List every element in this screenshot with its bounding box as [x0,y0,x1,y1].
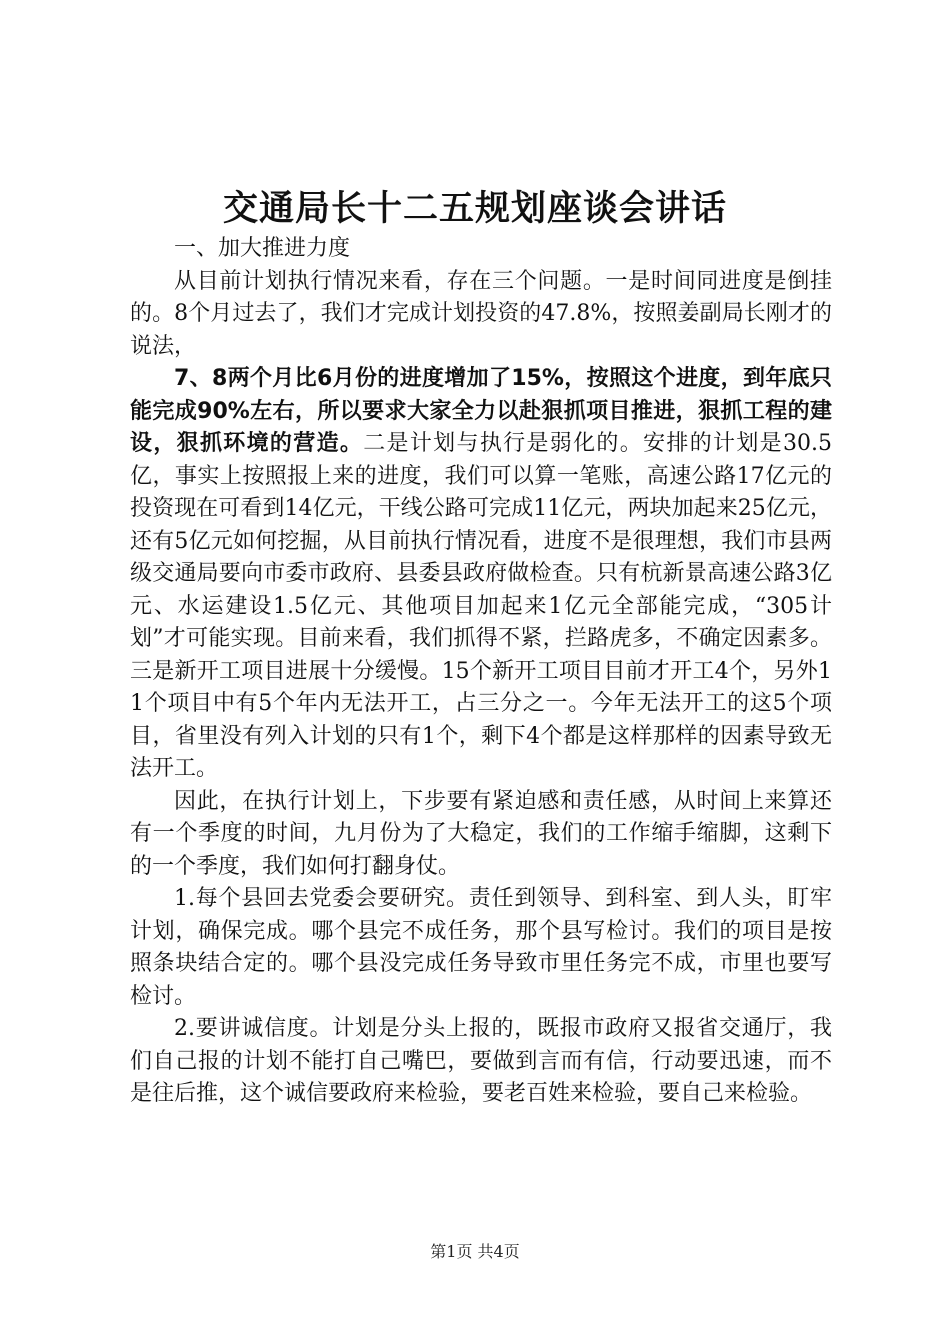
paragraph-2 [130,363,832,786]
paragraph-5: 2.要讲诚信度。计划是分头上报的，既报市政府又报省交通厅，我们自己报的计划不能打自己嘴巴，要做到言而有信，行动要迅速，而不是往后推，这个诚信要政府来检验，要老百姓来检验，要自己来检验。 [130,1016,832,1106]
paragraph-3: 因此，在执行计划上，下步要有紧迫感和责任感，从时间上来算还有一个季度的时间，九月份为了大稳定，我们的工作缩手缩脚，这剩下的一个季度，我们如何打翻身仗。 [130,788,832,879]
paragraph-2-text: 二是计划与执行是弱化的。安排的计划是30.5亿，事实上按照报上来的进度，我们可以算一笔账，高速公路17亿元的投资现在可看到14亿元，干线公路可完成11亿元，两块加起来25亿元，还有5亿元如何挖掘，从目前执行情况看，进度不是很理想，我们市县两级交通局要向市委市政府、县委县政府做检查。只有杭新景高速公路3亿元、水运建设1.5亿元、其他项目加起来1亿元全部能完成，“305计划”才可能实现。目前来看，我们抓得不紧，拦路虎多，不确定因素多。三是新开工项目进展十分缓慢。15个新开工项目目前才开工4个，另外11个项目中有5个年内无法开工，占三分之一。今年无法开工的这5个项目，省里没有列入计划的只有1个，剩下4个都是这样那样的因素导致无法开工。 [130,431,832,781]
paragraph-2-bold-text: 7、8两个月比6月份的进度增加了15%，按照这个进度，到年底只能完成90%左右，所以要求大家全力以赴狠抓项目推进，狠抓工程的建设，狠抓环境的营造。 [130,366,832,456]
paragraph-4: 1.每个县回去党委会要研究。责任到领导、到科室、到人头，盯牢计划，确保完成。哪个县完不成任务，那个县写检讨。我们的项目是按照条块结合定的。哪个县没完成任务导致市里任务完不成，市里也要写检讨。 [130,886,832,1009]
section-heading: 一、加大推进力度 [174,236,351,261]
paragraph-1: 从目前计划执行情况来看，存在三个问题。一是时间同进度是倒挂的。8个月过去了，我们才完成计划投资的47.8%，按照姜副局长刚才的说法， [130,268,832,359]
document-body [130,233,832,1111]
document-title: 交通局长十二五规划座谈会讲话 [222,189,727,229]
page-footer: 第1页 共4页 [430,1242,520,1261]
